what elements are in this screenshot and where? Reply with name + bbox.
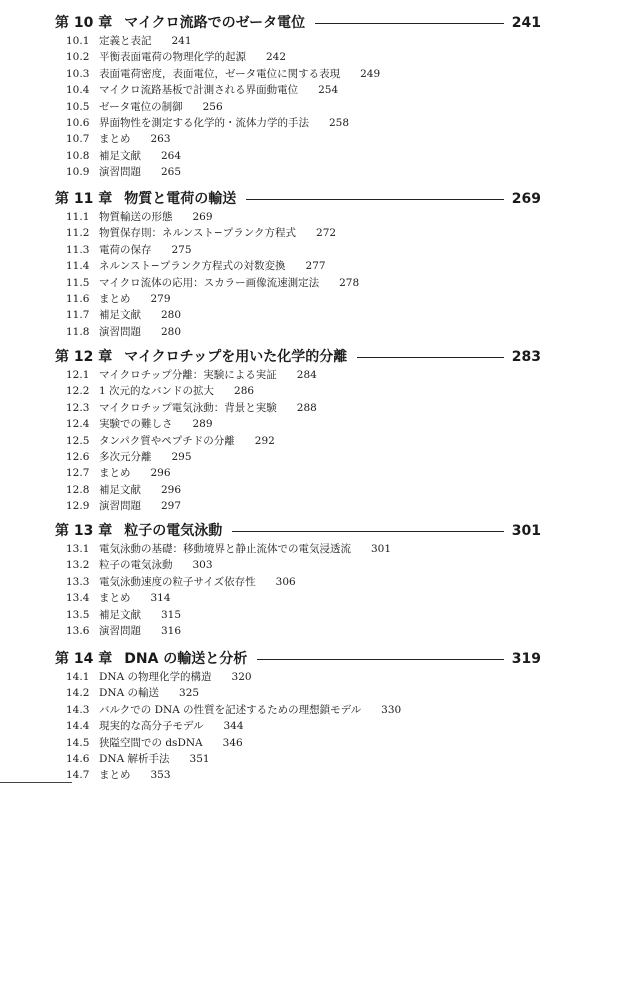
section-number: 11.5 (66, 276, 90, 289)
section-page-number: 289 (192, 418, 213, 431)
section-entry[interactable] (66, 767, 171, 783)
section-number: 13.2 (66, 559, 90, 572)
section-entry[interactable] (66, 66, 380, 82)
section-number: 14.4 (66, 720, 90, 733)
section-page-number: 284 (296, 369, 317, 381)
chapter-page-number: 269 (504, 190, 541, 208)
section-entry[interactable] (66, 498, 181, 514)
section-entry[interactable] (66, 307, 181, 323)
section-entry[interactable] (66, 735, 243, 751)
section-title: 電気泳動の基礎：移動境界と静止流体での電気浸透流 (99, 543, 351, 555)
section-page-number: 353 (150, 769, 171, 782)
section-number: 13.4 (66, 592, 90, 605)
section-page-number: 280 (161, 325, 182, 338)
section-entry[interactable] (66, 275, 359, 291)
section-number: 13.1 (66, 543, 90, 555)
section-number: 14.5 (66, 736, 90, 749)
section-number: 10.6 (66, 117, 90, 129)
chapter-number: 第 13 章 (55, 523, 113, 539)
section-entry[interactable] (66, 541, 391, 557)
section-page-number: 241 (171, 35, 192, 47)
chapter-heading[interactable] (55, 520, 541, 542)
section-entry[interactable] (66, 465, 171, 481)
section-title: 定義と表記 (99, 35, 152, 47)
section-title: 補足文献 (99, 309, 141, 322)
chapter-title-group (55, 650, 257, 668)
chapter-title: DNA の輸送と分析 (124, 651, 248, 667)
section-page-number: 306 (275, 575, 296, 588)
section-number: 11.6 (66, 293, 90, 305)
section-page-number: 264 (161, 149, 182, 162)
section-entry[interactable] (66, 258, 326, 274)
section-page-number: 275 (171, 243, 192, 256)
section-title: 界面物性を測定する化学的・流体力学的手法 (99, 117, 309, 129)
section-page-number: 301 (371, 543, 392, 555)
section-page-number: 242 (266, 51, 287, 64)
section-title: 電荷の保存 (99, 243, 152, 256)
section-number: 11.2 (66, 227, 90, 240)
section-page-number: 351 (189, 753, 210, 765)
section-page-number: 325 (179, 687, 200, 700)
section-entry[interactable] (66, 33, 192, 49)
section-number: 10.2 (66, 51, 90, 64)
section-page-number: 288 (296, 401, 317, 414)
section-number: 14.7 (66, 769, 90, 782)
section-number: 10.3 (66, 67, 90, 80)
chapter-title-group (55, 348, 357, 366)
section-number: 10.9 (66, 166, 90, 179)
section-entry[interactable] (66, 164, 181, 180)
section-entry[interactable] (66, 449, 192, 465)
section-title: 実験での難しさ (99, 418, 173, 431)
chapter-page-number: 283 (504, 348, 541, 366)
section-title: 演習問題 (99, 500, 141, 513)
chapter-heading[interactable] (55, 648, 541, 670)
section-entry[interactable] (66, 416, 213, 432)
section-number: 10.4 (66, 84, 90, 97)
section-title: 狭隘空間での dsDNA (99, 736, 203, 749)
section-entry[interactable] (66, 242, 192, 258)
section-page-number: 258 (329, 117, 350, 129)
chapter-title-group (55, 14, 315, 32)
section-title: 演習問題 (99, 166, 141, 179)
section-entry[interactable] (66, 702, 401, 718)
section-page-number: 296 (150, 467, 171, 480)
section-page-number: 330 (381, 703, 402, 716)
section-page-number: 344 (223, 720, 244, 733)
section-number: 14.3 (66, 703, 90, 716)
section-title: 物質輸送の形態 (99, 211, 173, 223)
section-entry[interactable] (66, 209, 213, 225)
section-title: マイクロチップ分離：実験による実証 (99, 369, 277, 381)
section-title: タンパク質やペプチドの分離 (99, 434, 235, 447)
section-entry[interactable] (66, 148, 181, 164)
section-number: 13.6 (66, 625, 90, 637)
chapter-number: 第 12 章 (55, 349, 113, 365)
chapter-number: 第 11 章 (55, 191, 113, 207)
section-page-number: 316 (161, 625, 182, 637)
section-page-number: 292 (254, 434, 275, 447)
section-number: 11.1 (66, 211, 90, 223)
section-entry[interactable] (66, 367, 317, 383)
section-title: 粒子の電気泳動 (99, 559, 173, 572)
section-number: 12.3 (66, 401, 90, 414)
chapter-title: マイクロチップを用いた化学的分離 (124, 349, 348, 365)
section-page-number: 315 (161, 608, 182, 621)
section-page-number: 297 (161, 500, 182, 513)
section-entry[interactable] (66, 590, 171, 606)
section-page-number: 277 (305, 260, 326, 273)
section-number: 10.1 (66, 35, 90, 47)
section-number: 10.8 (66, 149, 90, 162)
section-page-number: 296 (161, 483, 182, 496)
section-entry[interactable] (66, 482, 181, 498)
section-number: 12.8 (66, 483, 90, 496)
chapter-title-group (55, 522, 232, 540)
section-page-number: 272 (316, 227, 337, 240)
section-entry[interactable] (66, 225, 336, 241)
section-page-number: 256 (202, 100, 223, 113)
section-title: DNA 解析手法 (99, 753, 170, 765)
section-title: まとめ (99, 592, 131, 605)
chapter-heading[interactable] (55, 346, 541, 368)
section-page-number: 303 (192, 559, 213, 572)
section-page-number: 269 (192, 211, 213, 223)
chapter-number: 第 14 章 (55, 651, 113, 667)
section-number: 14.1 (66, 671, 90, 683)
chapter-heading[interactable] (55, 188, 541, 210)
section-page-number: 314 (150, 592, 171, 605)
section-title: まとめ (99, 467, 131, 480)
section-entry[interactable] (66, 751, 210, 767)
section-entry[interactable] (66, 131, 171, 147)
section-title: 補足文献 (99, 608, 141, 621)
section-page-number: 278 (339, 276, 360, 289)
section-entry[interactable] (66, 685, 199, 701)
section-number: 12.7 (66, 467, 90, 480)
section-number: 12.5 (66, 434, 90, 447)
section-number: 11.4 (66, 260, 90, 273)
section-title: DNA の物理化学的構造 (99, 671, 212, 683)
section-title: 平衡表面電荷の物理化学的起源 (99, 51, 246, 64)
section-title: まとめ (99, 133, 131, 146)
section-title: 表面電荷密度，表面電位，ゼータ電位に関する表現 (99, 67, 341, 80)
section-title: 電気泳動速度の粒子サイズ依存性 (99, 575, 256, 588)
section-number: 12.1 (66, 369, 90, 381)
section-entry[interactable] (66, 291, 171, 307)
section-number: 12.9 (66, 500, 90, 513)
section-page-number: 286 (234, 385, 255, 398)
section-title: 物質保存則：ネルンスト−プランク方程式 (99, 227, 297, 240)
section-title: 補足文献 (99, 483, 141, 496)
section-page-number: 320 (231, 671, 252, 683)
section-title: 補足文献 (99, 149, 141, 162)
section-page-number: 249 (360, 67, 381, 80)
section-number: 14.6 (66, 753, 90, 765)
section-entry[interactable] (66, 99, 223, 115)
section-entry[interactable] (66, 49, 286, 65)
section-title: ネルンスト−プランク方程式の対数変換 (99, 260, 286, 273)
section-title: 演習問題 (99, 625, 141, 637)
section-entry[interactable] (66, 557, 213, 573)
section-title: 演習問題 (99, 325, 141, 338)
chapter-page-number: 241 (504, 14, 541, 32)
chapter-page-number: 301 (504, 522, 541, 540)
section-title: マイクロチップ電気泳動：背景と実験 (99, 401, 277, 414)
section-page-number: 280 (161, 309, 182, 322)
section-entry[interactable] (66, 115, 349, 131)
section-number: 13.5 (66, 608, 90, 621)
section-title: マイクロ流路基板で計測される界面動電位 (99, 84, 299, 97)
section-title: まとめ (99, 769, 131, 782)
section-title: まとめ (99, 293, 131, 305)
section-page-number: 346 (222, 736, 243, 749)
chapter-title: 物質と電荷の輸送 (124, 191, 237, 207)
section-entry[interactable] (66, 574, 296, 590)
section-entry[interactable] (66, 324, 181, 340)
section-title: 1 次元的なバンドの拡大 (99, 385, 215, 398)
section-number: 12.6 (66, 451, 90, 463)
section-page-number: 254 (318, 84, 339, 97)
section-number: 14.2 (66, 687, 90, 700)
section-entry[interactable] (66, 718, 244, 734)
section-title: DNA の輸送 (99, 687, 160, 700)
section-title: ゼータ電位の制御 (99, 100, 183, 113)
section-number: 12.2 (66, 385, 90, 398)
section-page-number: 279 (150, 293, 171, 305)
chapter-heading[interactable] (55, 12, 541, 34)
section-number: 12.4 (66, 418, 90, 431)
section-title: バルクでの DNA の性質を記述するための理想鎖モデル (99, 703, 362, 716)
section-entry[interactable] (66, 433, 275, 449)
section-page-number: 265 (161, 166, 182, 179)
section-number: 10.7 (66, 133, 90, 146)
bottom-rule (0, 782, 72, 783)
section-entry[interactable] (66, 400, 317, 416)
section-entry[interactable] (66, 82, 338, 98)
section-number: 11.3 (66, 243, 90, 256)
section-number: 11.7 (66, 309, 90, 322)
section-entry[interactable] (66, 623, 181, 639)
chapter-title: マイクロ流路でのゼータ電位 (124, 15, 306, 31)
chapter-title-group (55, 190, 246, 208)
chapter-title: 粒子の電気泳動 (124, 523, 223, 539)
section-number: 11.8 (66, 325, 90, 338)
section-page-number: 295 (171, 451, 192, 463)
section-number: 10.5 (66, 100, 90, 113)
section-page-number: 263 (150, 133, 171, 146)
section-title: 現実的な高分子モデル (99, 720, 204, 733)
section-entry[interactable] (66, 607, 181, 623)
chapter-page-number: 319 (504, 650, 541, 668)
section-title: 多次元分離 (99, 451, 152, 463)
section-entry[interactable] (66, 669, 252, 685)
section-title: マイクロ流体の応用：スカラー画像流速測定法 (99, 276, 320, 289)
section-number: 13.3 (66, 575, 90, 588)
section-entry[interactable] (66, 383, 254, 399)
chapter-number: 第 10 章 (55, 15, 113, 31)
